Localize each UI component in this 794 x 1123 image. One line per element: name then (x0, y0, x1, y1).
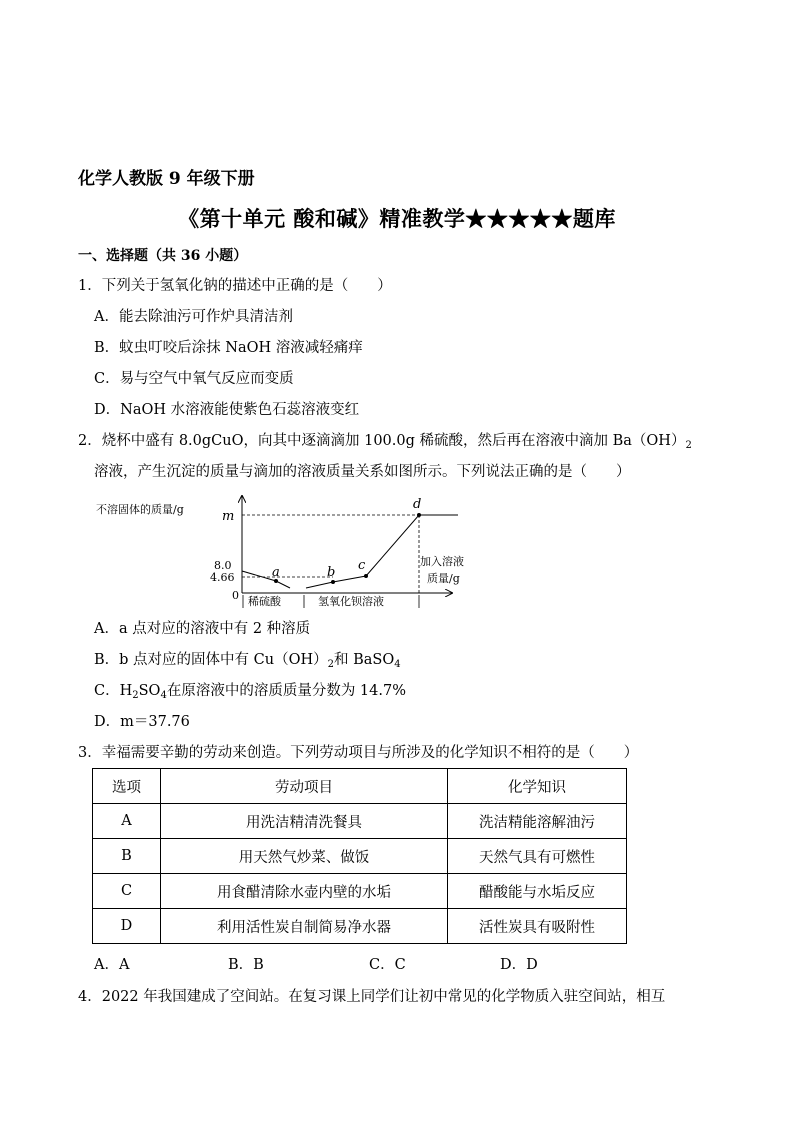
origin-label: 0 (232, 589, 239, 602)
table-cell: 利用活性炭自制简易净水器 (161, 909, 448, 944)
series-acid (242, 571, 290, 588)
label-a: a (272, 565, 280, 580)
q2-option-d: D．m＝37.76 (94, 714, 190, 730)
table-row (93, 839, 627, 874)
question-3-stem: 3．幸福需要辛勤的劳动来创造。下列劳动项目与所涉及的化学知识不相符的是（ ） (78, 745, 639, 761)
tick-4.66: 4.66 (210, 571, 235, 584)
q2-option-b: B．b 点对应的固体中有 $Cu(OH)_2$和 BaSO$_4$ (94, 652, 401, 670)
q3-option-b: B．B (228, 957, 264, 973)
subject-line: 化学人教版 9 年级下册 (78, 169, 255, 189)
table-row (93, 874, 627, 909)
point-c (364, 574, 368, 578)
table-cell: 洗洁精能溶解油污 (448, 804, 627, 839)
xlabel-line2: 质量/g (427, 572, 460, 585)
question-1-stem: 1．下列关于氢氧化钠的描述中正确的是（ ） (78, 278, 392, 294)
table-cell: A (93, 804, 161, 839)
header-option: 选项 (93, 769, 161, 804)
table-cell: 活性炭具有吸附性 (448, 909, 627, 944)
xlabel-line1: 加入溶液 (420, 555, 464, 568)
table-row (93, 804, 627, 839)
header-knowledge: 化学知识 (448, 769, 627, 804)
segment-base-label: 氢氧化钡溶液 (318, 595, 384, 608)
q1-option-c: C．易与空气中氧气反应而变质 (94, 371, 294, 387)
question-2-stem-line2: 溶液，产生沉淀的质量与滴加的溶液质量关系如图所示。下列说法正确的是（ ） (94, 464, 631, 480)
table-cell: 醋酸能与水垢反应 (448, 874, 627, 909)
table-cell: 用天然气炒菜、做饭 (161, 839, 448, 874)
label-b: b (327, 565, 336, 580)
q1-option-d: D．NaOH 水溶液能使紫色石蕊溶液变红 (94, 402, 360, 418)
table-cell: 用洗洁精清洗餐具 (161, 804, 448, 839)
q2-option-a: A．a 点对应的溶液中有 2 种溶质 (94, 621, 311, 637)
table-cell: C (93, 874, 161, 909)
section-heading: 一、选择题（共 36 小题） (78, 248, 248, 264)
q3-option-d: D．D (500, 957, 538, 973)
page-title: 《第十单元 酸和碱》精准教学★★★★★题库 (178, 206, 616, 231)
question-2-stem-line1: 2．烧杯中盛有 8.0gCuO，向其中逐滴滴加 100.0g 稀硫酸，然后再在溶液中滴加 $Ba(OH)_2$ (78, 433, 692, 451)
label-d: d (413, 497, 422, 512)
tick-8: 8.0 (214, 559, 232, 572)
q3-option-a: A．A (94, 957, 130, 973)
table-cell: D (93, 909, 161, 944)
table-cell: B (93, 839, 161, 874)
table-header-row (93, 769, 627, 804)
chart-ylabel: 不溶固体的质量/g (96, 503, 184, 516)
header-project: 劳动项目 (161, 769, 448, 804)
label-c: c (358, 558, 366, 573)
q3-option-c: C．C (369, 957, 406, 973)
table-row (93, 909, 627, 944)
q3-table (92, 768, 627, 944)
table-cell: 天然气具有可燃性 (448, 839, 627, 874)
tick-m: m (222, 509, 235, 524)
table-cell: 用食醋清除水壶内壁的水垢 (161, 874, 448, 909)
q2-option-c: C．$H_2SO_4$在原溶液中的溶质质量分数为 14.7% (94, 683, 406, 701)
q1-option-b: B．蚊虫叮咬后涂抹 NaOH 溶液减轻痛痒 (94, 340, 363, 356)
question-4-stem: 4．2022 年我国建成了空间站。在复习课上同学们让初中常见的化学物质入驻空间站，相互 (78, 989, 666, 1005)
segment-acid-label: 稀硫酸 (248, 595, 281, 608)
q1-option-a: A．能去除油污可作炉具清洁剂 (94, 309, 293, 325)
precipitate-chart (90, 492, 470, 610)
point-b (331, 580, 335, 584)
point-d (417, 513, 421, 517)
